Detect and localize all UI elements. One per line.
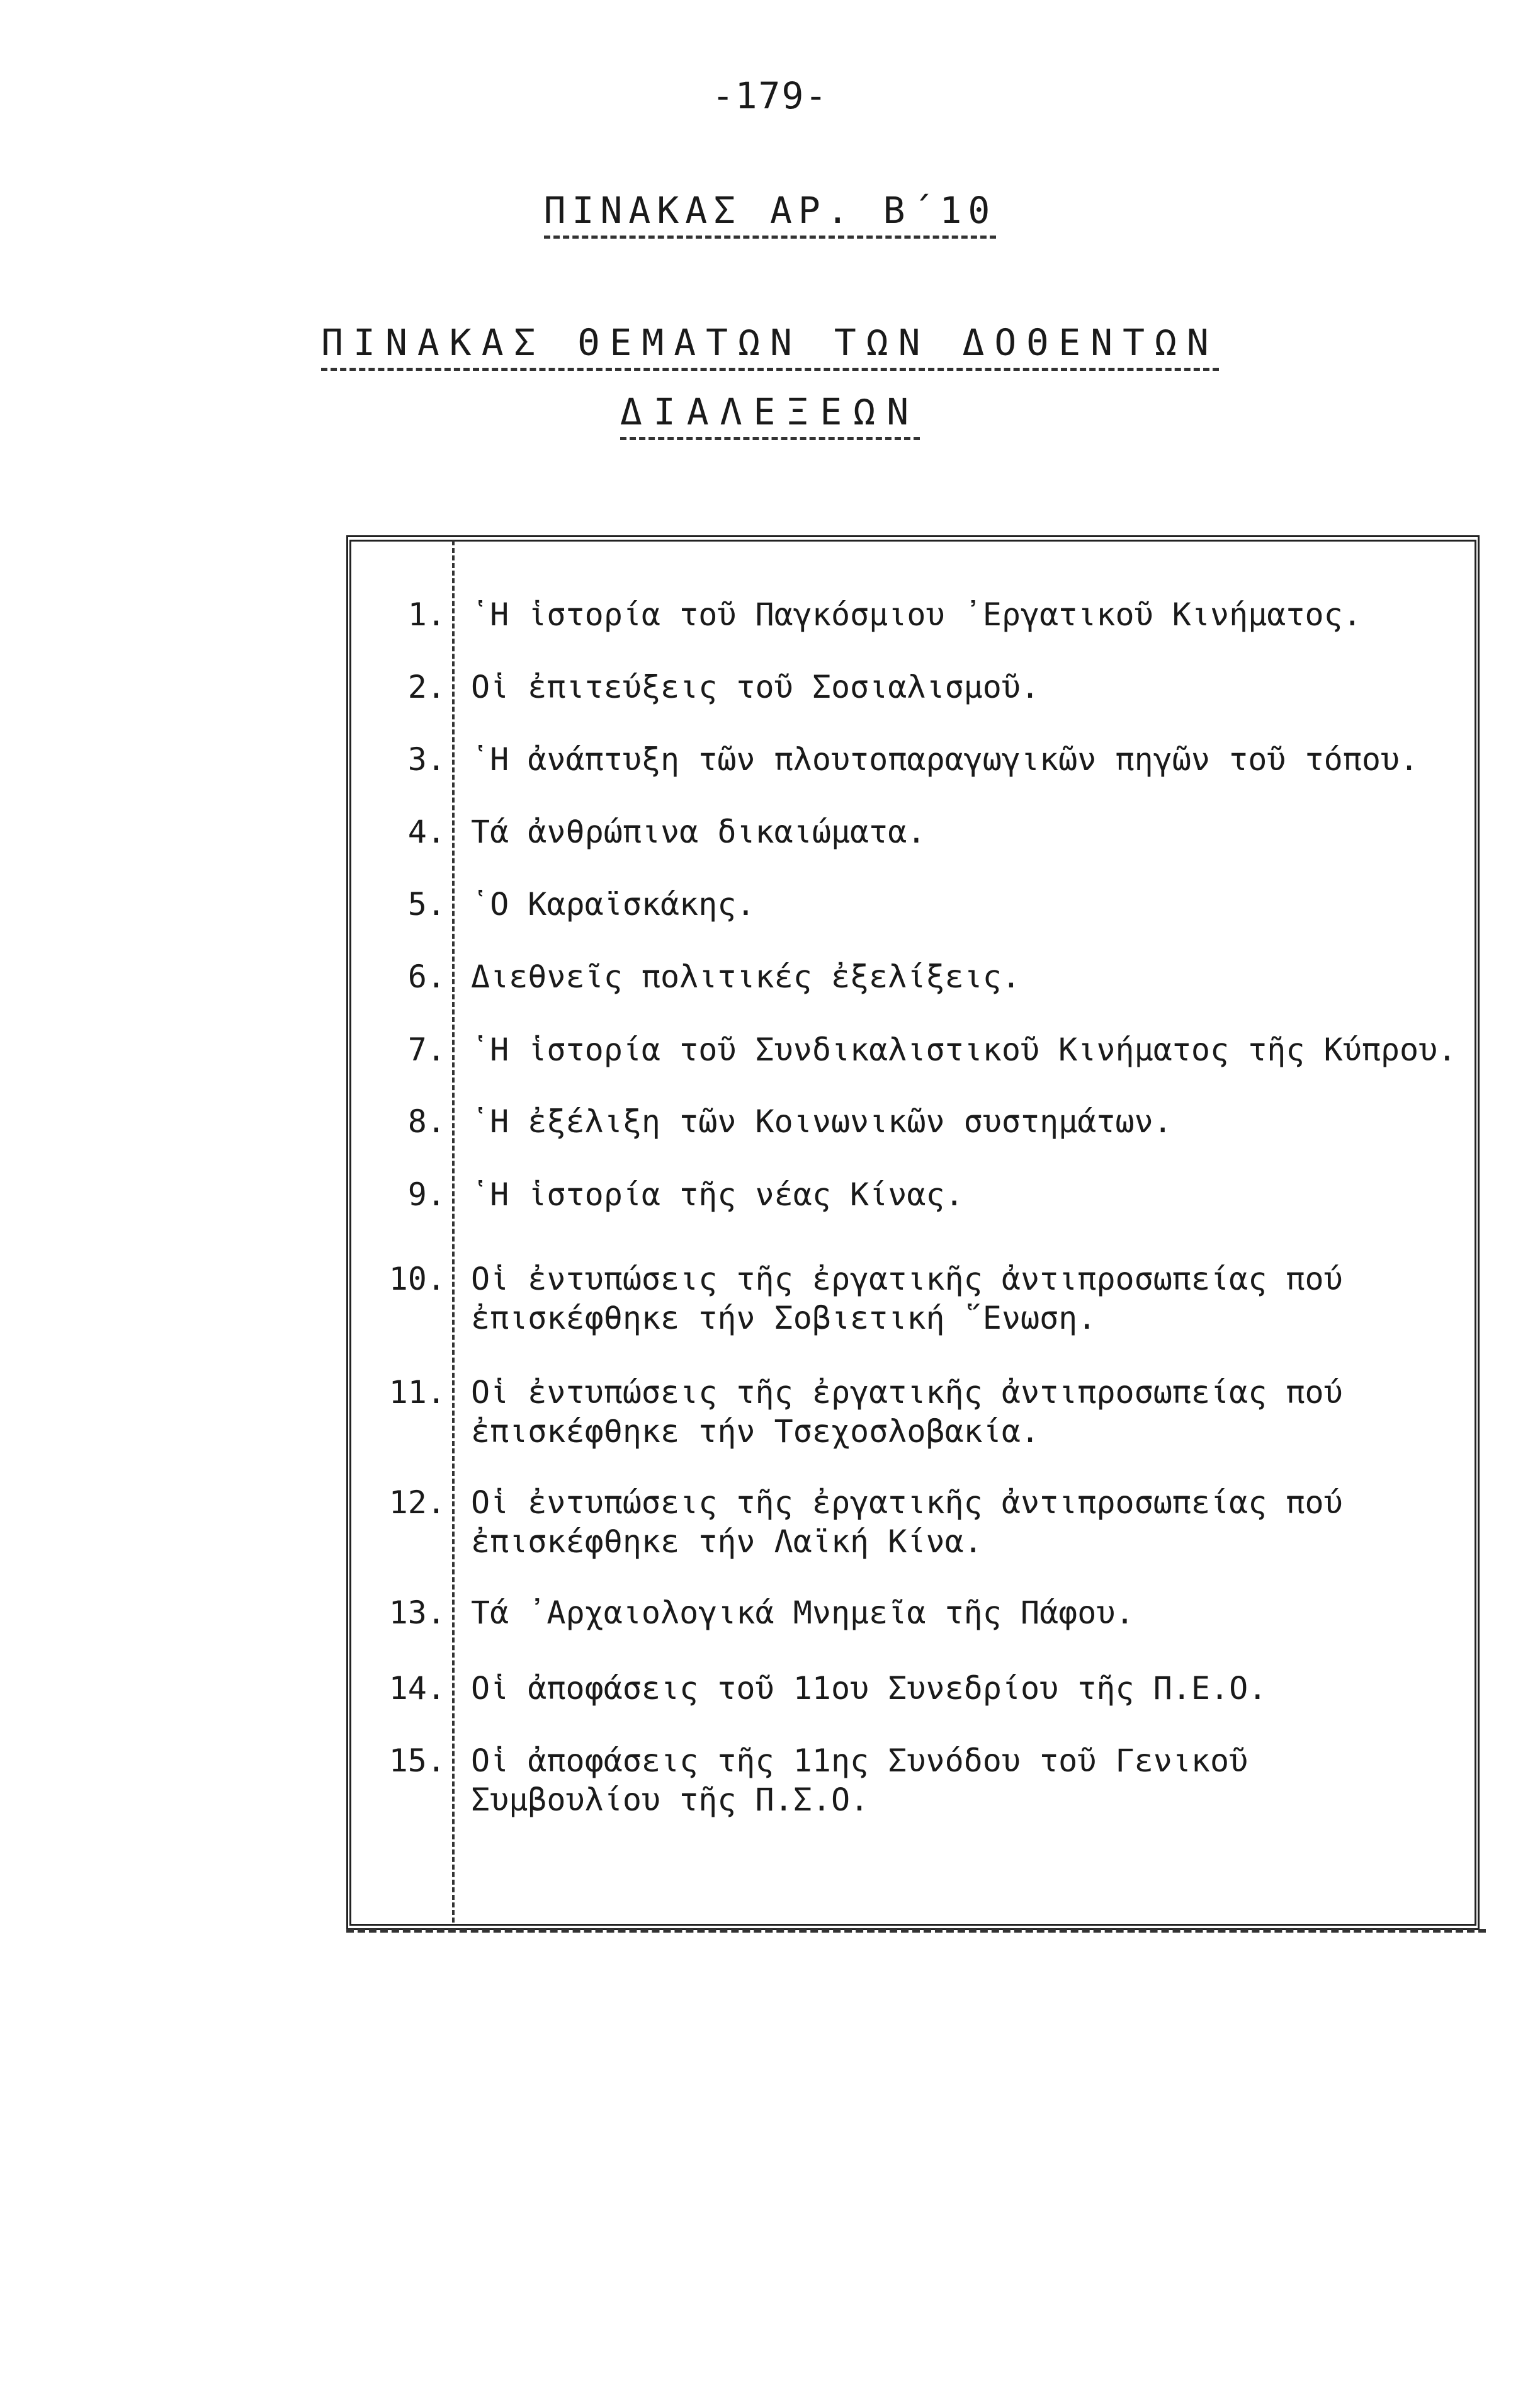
row-topic-line: ἐπισκέφθηκε τήν Σοβιετική ῞Ενωση. (471, 1300, 1097, 1336)
row-topic-line: ῾Η ἀνάπτυξη τῶν πλουτοπαραγωγικῶν πηγῶν τοῦ τόπου. (471, 741, 1419, 778)
row-topic (471, 1175, 1472, 1214)
row-number: 14. (388, 1670, 446, 1707)
document-subtitle-text: ΔΙΑΛΕΞΕΩΝ (620, 390, 920, 440)
table-bottom-rule (346, 1918, 1486, 1933)
row-topic-line: Οἱ ἐντυπώσεις τῆς ἐργατικῆς ἀντιπροσωπείας πού (471, 1484, 1343, 1521)
row-topic (471, 957, 1472, 996)
row-number: 6. (407, 958, 446, 995)
row-number: 9. (407, 1176, 446, 1213)
row-number: 8. (407, 1103, 446, 1140)
table-reference-text: ΠΙΝΑΚΑΣ ΑΡ. Β΄10 (544, 189, 997, 239)
row-number: 4. (407, 814, 446, 850)
document-title-text: ΠΙΝΑΚΑΣ ΘΕΜΑΤΩΝ ΤΩΝ ΔΟΘΕΝΤΩΝ (321, 321, 1219, 371)
document-title (0, 321, 1540, 371)
row-topic-line: ἐπισκέφθηκε τήν Λαϊκή Κίνα. (471, 1523, 983, 1560)
table-reference (0, 189, 1540, 239)
column-divider (452, 540, 455, 1923)
row-topic-line: Οἱ ἐντυπώσεις τῆς ἐργατικῆς ἀντιπροσωπείας πού (471, 1261, 1343, 1297)
row-topic-line: ἐπισκέφθηκε τήν Τσεχοσλοβακία. (471, 1413, 1040, 1450)
row-topic (471, 1741, 1472, 1819)
row-topic-line: ῾Η ἱστορία τοῦ Συνδικαλιστικοῦ Κινήματος τῆς Κύπρου. (471, 1031, 1457, 1068)
row-topic (471, 595, 1472, 634)
row-topic (471, 1669, 1472, 1708)
row-number: 13. (388, 1594, 446, 1631)
row-number: 11. (388, 1374, 446, 1411)
row-topic (471, 740, 1472, 779)
row-number: 3. (407, 741, 446, 778)
row-topic-line: Συμβουλίου τῆς Π.Σ.Ο. (471, 1781, 869, 1818)
row-topic (471, 1593, 1472, 1632)
row-number: 2. (407, 669, 446, 705)
row-number: 7. (407, 1031, 446, 1068)
row-topic (471, 812, 1472, 851)
row-topic-line: ῾Η ἱστορία τοῦ Παγκόσμιου ᾿Εργατικοῦ Κινήματος. (471, 596, 1362, 633)
row-number: 12. (388, 1484, 446, 1521)
row-topic-line: Τά ᾿Αρχαιολογικά Μνημεῖα τῆς Πάφου. (471, 1594, 1135, 1631)
row-number: 10. (388, 1261, 446, 1297)
row-topic-line: Οἱ ἐντυπώσεις τῆς ἐργατικῆς ἀντιπροσωπείας πού (471, 1374, 1343, 1411)
page-number: -179- (711, 74, 829, 117)
row-number: 5. (407, 886, 446, 923)
row-topic (471, 1483, 1472, 1561)
row-number: 15. (388, 1742, 446, 1779)
row-topic (471, 885, 1472, 924)
row-topic (471, 1102, 1472, 1141)
row-number: 1. (407, 596, 446, 633)
row-topic-line: ῾Η ἐξέλιξη τῶν Κοινωνικῶν συστημάτων. (471, 1103, 1172, 1140)
row-topic-line: Διεθνεῖς πολιτικές ἐξελίξεις. (471, 958, 1021, 995)
row-topic-line: Οἱ ἀποφάσεις τῆς 11ης Συνόδου τοῦ Γενικοῦ (471, 1742, 1248, 1779)
row-topic (471, 1373, 1472, 1451)
row-topic (471, 668, 1472, 707)
row-topic-line: ῾Ο Καραϊσκάκης. (471, 886, 756, 923)
row-topic (471, 1259, 1472, 1338)
row-topic (471, 1030, 1472, 1069)
row-topic-line: ῾Η ἱστορία τῆς νέας Κίνας. (471, 1176, 964, 1213)
row-topic-line: Οἱ ἀποφάσεις τοῦ 11ου Συνεδρίου τῆς Π.Ε.Ο. (471, 1670, 1267, 1707)
row-topic-line: Τά ἀνθρώπινα δικαιώματα. (471, 814, 926, 850)
row-topic-line: Οἱ ἐπιτεύξεις τοῦ Σοσιαλισμοῦ. (471, 669, 1040, 705)
document-subtitle (0, 390, 1540, 440)
